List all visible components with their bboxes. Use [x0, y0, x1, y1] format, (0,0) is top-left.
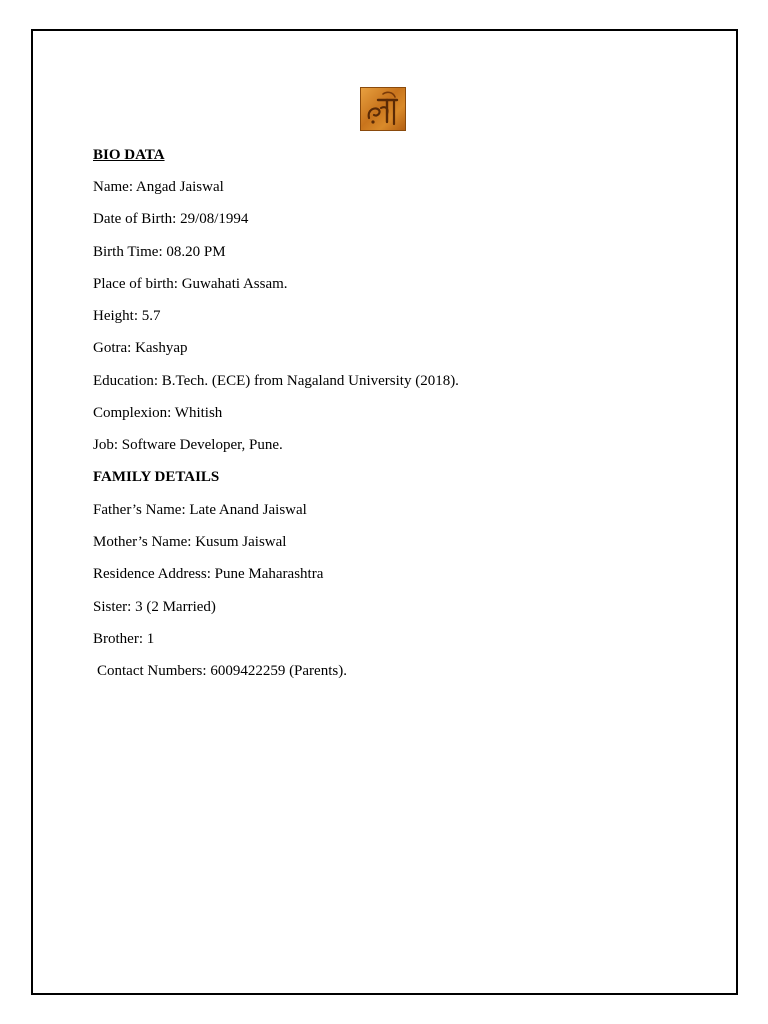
mother-name-line: Mother’s Name: Kusum Jaiswal [93, 534, 287, 550]
job-line: Job: Software Developer, Pune. [93, 437, 283, 453]
education-line: Education: B.Tech. (ECE) from Nagaland University (2018). [93, 373, 459, 389]
contact-numbers-line: Contact Numbers: 6009422259 (Parents). [97, 663, 347, 679]
name-line: Name: Angad Jaiswal [93, 179, 224, 195]
height-line: Height: 5.7 [93, 308, 161, 324]
complexion-line: Complexion: Whitish [93, 405, 223, 421]
gotra-line: Gotra: Kashyap [93, 340, 188, 356]
brother-line: Brother: 1 [93, 631, 155, 647]
bio-data-title: BIO DATA [93, 147, 165, 163]
date-of-birth-line: Date of Birth: 29/08/1994 [93, 211, 249, 227]
father-name-line: Father’s Name: Late Anand Jaiswal [93, 502, 307, 518]
place-of-birth-line: Place of birth: Guwahati Assam. [93, 276, 288, 292]
shri-emblem-glyph [361, 88, 405, 130]
birth-time-line: Birth Time: 08.20 PM [93, 244, 226, 260]
family-details-heading: FAMILY DETAILS [93, 469, 220, 485]
sister-line: Sister: 3 (2 Married) [93, 599, 216, 615]
shri-emblem-icon [360, 87, 406, 131]
residence-address-line: Residence Address: Pune Maharashtra [93, 566, 324, 582]
